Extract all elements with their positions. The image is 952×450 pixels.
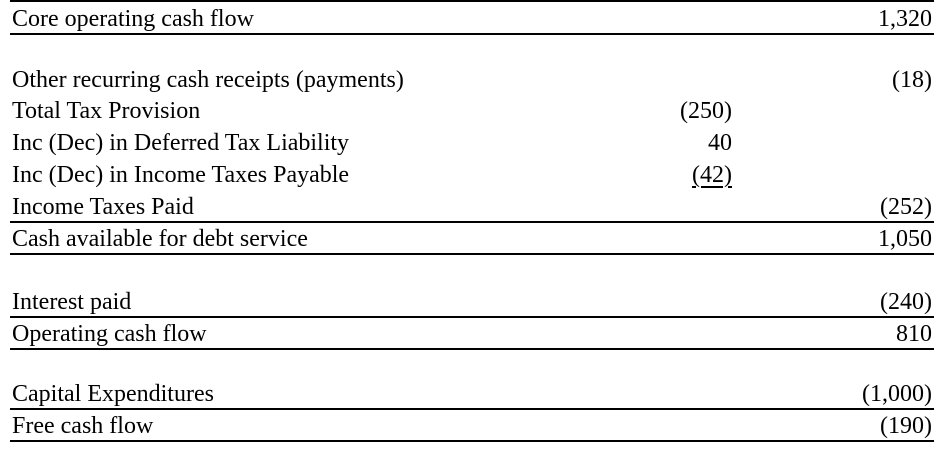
total-tax-provision-value: (250) — [680, 98, 732, 124]
operating-cash-flow-value: 810 — [896, 321, 932, 347]
core-operating-value: 1,320 — [878, 6, 932, 32]
income-taxes-paid-value: (252) — [880, 194, 932, 220]
deferred-tax-label: Inc (Dec) in Deferred Tax Liability — [12, 130, 350, 156]
rule-operating-cash-flow — [10, 348, 934, 350]
row-total-tax-provision — [0, 95, 952, 127]
row-capital-expenditures — [0, 378, 952, 410]
row-operating-cash-flow — [0, 318, 952, 350]
other-recurring-label: Other recurring cash receipts (payments) — [12, 67, 404, 93]
row-income-taxes-payable — [0, 159, 952, 191]
rule-core-operating — [10, 33, 934, 35]
row-interest-paid — [0, 286, 952, 318]
row-free-cash-flow — [0, 410, 952, 442]
row-core-operating-cash-flow — [0, 3, 952, 35]
cash-for-debt-service-label: Cash available for debt service — [12, 226, 308, 252]
row-deferred-tax-liability — [0, 127, 952, 159]
interest-paid-value: (240) — [880, 289, 932, 315]
other-recurring-value: (18) — [892, 67, 932, 93]
rule-free-cash-flow — [10, 440, 934, 442]
free-cash-flow-value: (190) — [880, 413, 932, 439]
row-income-taxes-paid — [0, 191, 952, 223]
income-taxes-paid-label: Income Taxes Paid — [12, 194, 194, 220]
income-taxes-payable-label: Inc (Dec) in Income Taxes Payable — [12, 162, 350, 188]
row-cash-for-debt-service — [0, 223, 952, 255]
capital-expenditures-value: (1,000) — [862, 381, 932, 407]
free-cash-flow-label: Free cash flow — [12, 413, 154, 439]
total-tax-provision-label: Total Tax Provision — [12, 98, 201, 124]
capital-expenditures-label: Capital Expenditures — [12, 381, 214, 407]
interest-paid-label: Interest paid — [12, 289, 132, 315]
operating-cash-flow-label: Operating cash flow — [12, 321, 207, 347]
deferred-tax-value: 40 — [708, 130, 732, 156]
top-rule — [10, 0, 934, 2]
core-operating-label: Core operating cash flow — [12, 6, 254, 32]
rule-cash-for-debt-service — [10, 253, 934, 255]
income-taxes-payable-value: (42) — [692, 162, 732, 188]
cash-for-debt-service-value: 1,050 — [878, 226, 932, 252]
row-other-recurring — [0, 64, 952, 96]
